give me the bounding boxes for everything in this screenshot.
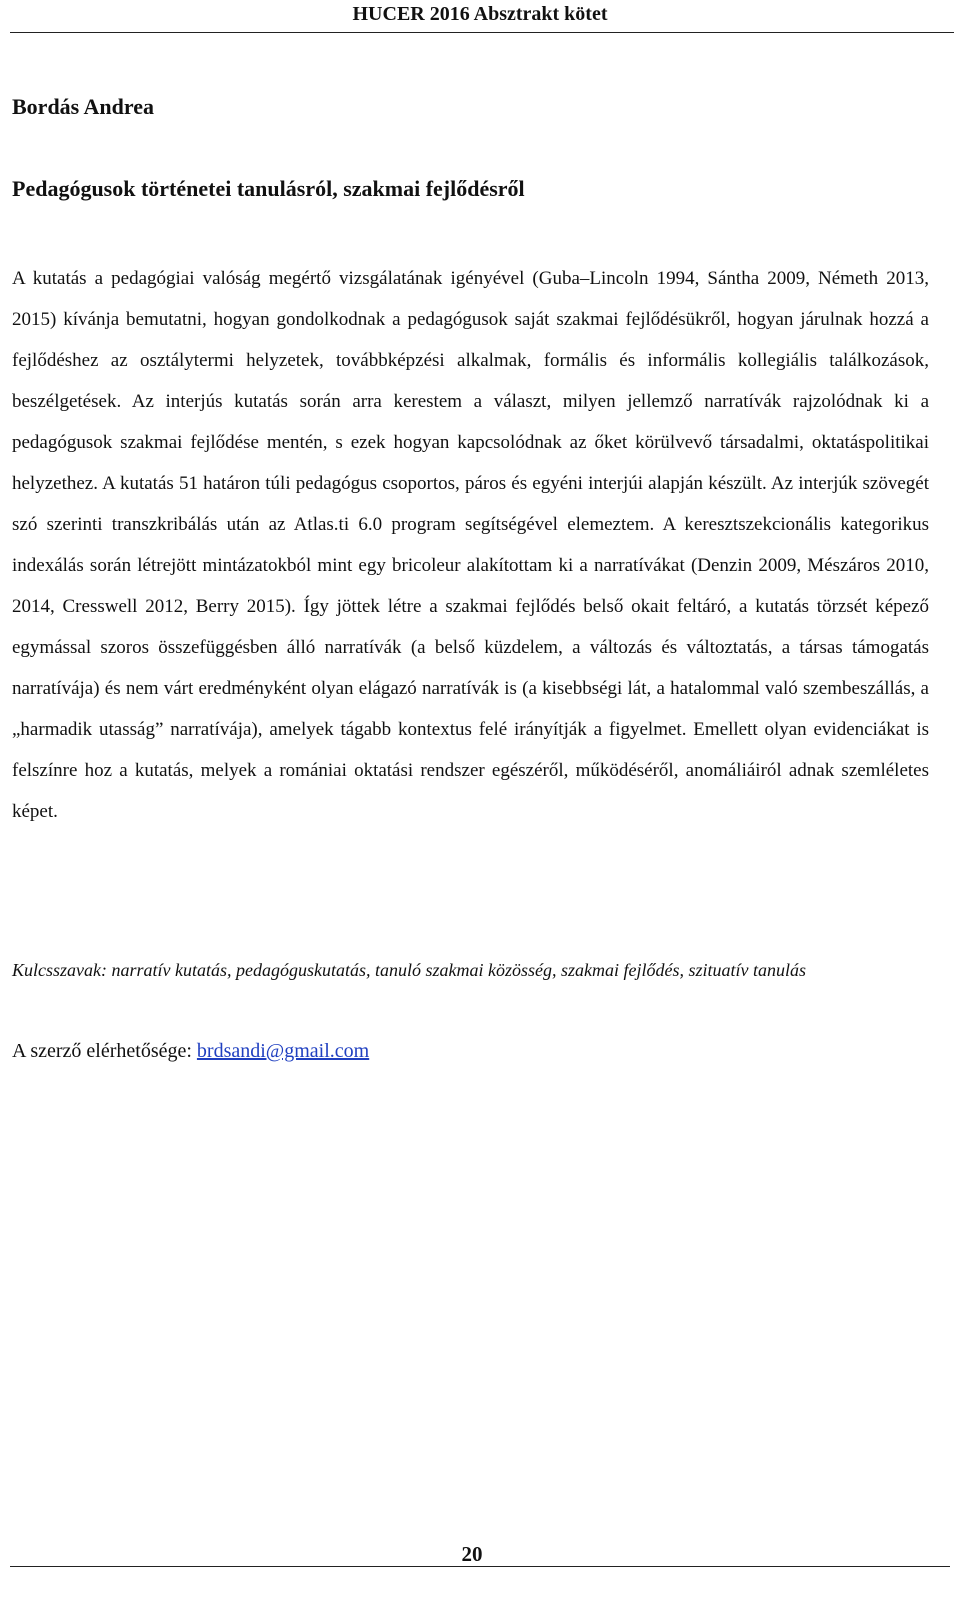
header-divider	[10, 32, 954, 33]
contact-label: A szerző elérhetősége:	[12, 1040, 197, 1062]
author-contact	[12, 1037, 369, 1065]
abstract-text: A kutatás a pedagógiai valóság megértő vizsgálatának igényével (Guba–Lincoln 1994, Sántha 2009, Németh 2013, 2015) kívánja bemutatni, hogyan gondolkodnak a pedagógusok saját szakmai fejlődésükről, hogyan járulnak hozzá a fejlődéshez az osztálytermi helyzetek, továbbképzési alkalmak, formális és informális kollegiális találkozások, beszélgetések. Az interjús kutatás során arra kerestem a választ, milyen jellemző narratívák rajzolódnak ki a pedagógusok szakmai fejlődése mentén, s ezek hogyan kapcsolódnak az őket körülvevő társadalmi, oktatáspolitikai helyzethez. A kutatás 51 határon túli pedagógus csoportos, páros és egyéni interjúi alapján készült. Az interjúk szövegét szó szerinti transzkribálás után az Atlas.ti 6.0 program segítségével elemeztem. A keresztszekcionális kategorikus indexálás során létrejött mintázatokból mint egy bricoleur alakítottam ki a narratívákat (Denzin 2009, Mészáros 2010, 2014, Cresswell 2012, Berry 2015). Így jöttek létre a szakmai fejlődés belső okait feltáró, a kutatás törzsét képező egymással szoros összefüggésben álló narratívák (a belső küzdelem, a változás és változtatás, a társas támogatás narratívája) és nem várt eredményként olyan elágazó narratívák is (a kisebbségi lát, a hatalommal való szembeszállás, a „harmadik utasság” narratívája), amelyek tágabb kontextus felé irányítják a figyelmet. Emellett olyan evidenciákat is felszínre hoz a kutatás, melyek a romániai oktatási rendszer egészéről, működéséről, anomáliáiról adnak szemléletes képet.	[12, 268, 929, 822]
page-number: 20	[461, 1542, 483, 1566]
contact-email-link[interactable]: brdsandi@gmail.com	[196, 1040, 370, 1062]
running-header: HUCER 2016 Absztrakt kötet	[352, 3, 608, 25]
footer-divider	[10, 1566, 950, 1567]
keywords-line: Kulcsszavak: narratív kutatás, pedagóguskutatás, tanuló szakmai közösség, szakmai fejlődés, szituatív tanulás	[12, 960, 806, 980]
article-title: Pedagógusok történetei tanulásról, szakmai fejlődésről	[12, 176, 525, 201]
author-name: Bordás Andrea	[12, 94, 155, 119]
